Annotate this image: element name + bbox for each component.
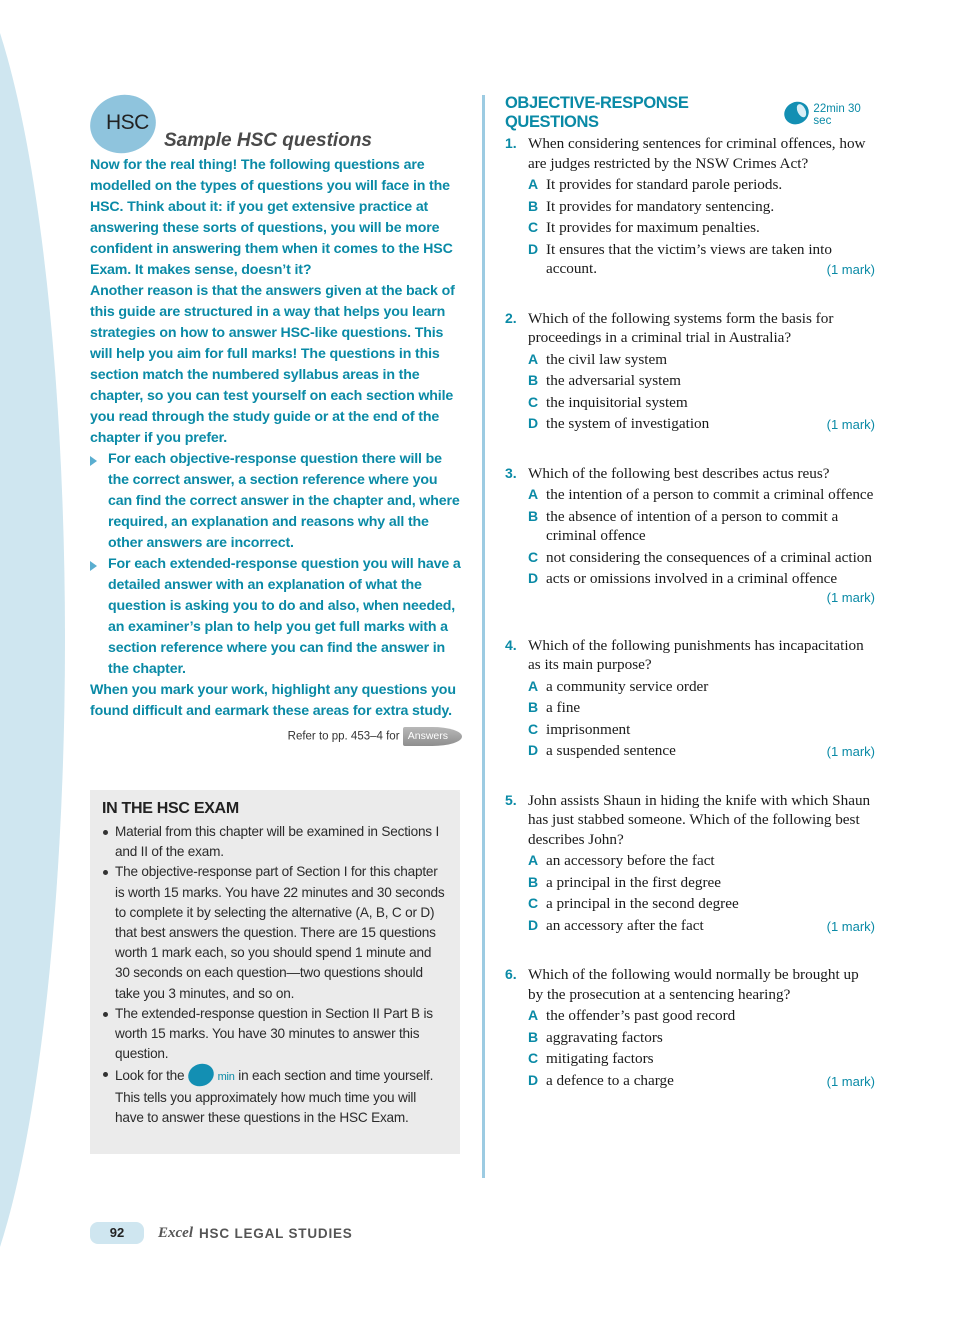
triangle-bullet-icon bbox=[90, 561, 97, 571]
option-b[interactable]: B the absence of intention of a person to commit a criminal offence bbox=[528, 507, 839, 544]
option-b[interactable]: B a principal in the first degree bbox=[528, 873, 722, 891]
question-number: 2. bbox=[505, 309, 517, 326]
intro-bullets bbox=[90, 449, 462, 680]
questions-header bbox=[505, 94, 875, 131]
option-a[interactable]: A It provides for standard parole periods. bbox=[528, 176, 783, 193]
option-d[interactable]: D the system of investigation (1 mark) bbox=[528, 414, 875, 435]
question-number: 3. bbox=[505, 464, 517, 481]
option-d[interactable]: D a defence to a charge (1 mark) bbox=[528, 1071, 875, 1092]
exam-box-title: IN THE HSC EXAM bbox=[102, 800, 239, 817]
triangle-bullet-icon bbox=[90, 456, 97, 466]
option-c[interactable]: C the inquisitorial system bbox=[528, 393, 688, 411]
option-c[interactable]: C imprisonment bbox=[528, 720, 631, 738]
question-stem: Which of the following would normally be brought up by the prosecution at a sentencing hearing? bbox=[528, 966, 859, 1003]
option-d[interactable]: D a suspended sentence (1 mark) bbox=[528, 741, 875, 762]
page-footer bbox=[90, 1222, 353, 1244]
exam-box-item: The objective-response part of Section I for this chapter is worth 15 marks. You have 22 minutes and 30 seconds to complete it by selecting the alternative (A, B, C or D) that best answers the question. There are 15 questions worth 1 mark each, so you should spend 1 minute and 30 seconds on each question—two questions should take you 3 minutes, and so on. bbox=[102, 862, 448, 1003]
question-1 bbox=[505, 134, 875, 280]
brand-excel: Excel bbox=[158, 1224, 193, 1241]
option-a[interactable]: A the civil law system bbox=[528, 350, 668, 368]
mark-value: (1 mark) bbox=[826, 918, 875, 934]
intro-paragraph-1: Now for the real thing! The following questions are modelled on the types of questions you will face in the HSC. Think about it: if you get extensive practice at answering these sorts of questions, you will be more confident in answering them when it comes to the HSC Exam. It makes sense, doesn’t it? bbox=[90, 157, 453, 278]
exam-box-item: The extended-response question in Section II Part B is worth 15 marks. You have 30 minutes to answer this question. bbox=[102, 1004, 448, 1065]
question-5 bbox=[505, 791, 875, 937]
exam-box-item: Material from this chapter will be examined in Sections I and II of the exam. bbox=[102, 822, 448, 862]
in-the-hsc-exam-box bbox=[90, 790, 460, 1154]
question-number: 4. bbox=[505, 636, 517, 653]
question-number: 1. bbox=[505, 135, 517, 151]
option-b[interactable]: B aggravating factors bbox=[528, 1028, 663, 1046]
mark-value: (1 mark) bbox=[826, 589, 875, 605]
min-label: min bbox=[217, 1071, 235, 1084]
option-c[interactable]: C mitigating factors bbox=[528, 1050, 654, 1067]
option-d[interactable]: D It ensures that the victim’s views are taken into account. (1 mark) bbox=[528, 240, 875, 280]
hsc-badge-label: HSC bbox=[106, 111, 149, 134]
option-b[interactable]: B It provides for mandatory sentencing. bbox=[528, 197, 775, 215]
bullet-dot-icon bbox=[103, 870, 108, 875]
bullet-dot-icon bbox=[103, 1072, 108, 1077]
option-a[interactable]: A the offender’s past good record bbox=[528, 1007, 736, 1024]
option-b[interactable]: B the adversarial system bbox=[528, 372, 681, 389]
intro-paragraph-2: Another reason is that the answers given at the back of this guide are structured in a way that helps you learn strategies on how to answer HSC-like questions. This will help you aim for full marks! The questions in this section match the numbered syllabus areas in the chapter, so you can test yourself on each section while you read through the study guide or at the end of the chapter if you prefer. bbox=[90, 283, 455, 446]
exam-box-item: Look for the min in each section and time yourself. This tells you approximately how much time you will have to answer these questions in the HSC Exam. bbox=[102, 1064, 448, 1128]
objective-response-questions bbox=[505, 94, 875, 1091]
question-stem: Which of the following best describes actus reus? bbox=[528, 464, 830, 482]
mark-value: (1 mark) bbox=[826, 417, 875, 432]
intro-text bbox=[90, 155, 462, 722]
section-title: Sample HSC questions bbox=[164, 130, 372, 151]
time-allowance: 22min 30 sec bbox=[813, 103, 861, 127]
option-d[interactable]: D an accessory after the fact (1 mark) bbox=[528, 916, 875, 937]
section-header bbox=[90, 95, 462, 155]
bullet-dot-icon bbox=[103, 830, 108, 835]
refer-text: Refer to pp. 453–4 for bbox=[287, 730, 400, 743]
option-b[interactable]: B a fine bbox=[528, 699, 581, 716]
question-stem: When considering sentences for criminal offences, how are judges restricted by the NSW Crimes Act? bbox=[528, 135, 866, 172]
page-number: 92 bbox=[90, 1222, 144, 1244]
page-edge-band bbox=[0, 0, 65, 1340]
bullet-dot-icon bbox=[103, 1012, 108, 1017]
clock-icon bbox=[185, 1061, 217, 1091]
question-2 bbox=[505, 309, 875, 435]
answers-tag[interactable]: Answers bbox=[403, 727, 462, 746]
mark-value: (1 mark) bbox=[826, 744, 875, 759]
question-number: 5. bbox=[505, 791, 517, 808]
option-a[interactable]: A the intention of a person to commit a criminal offence bbox=[528, 486, 874, 503]
clock-icon bbox=[781, 98, 813, 129]
option-c[interactable]: C a principal in the second degree bbox=[528, 895, 739, 912]
mark-value: (1 mark) bbox=[826, 1073, 875, 1089]
option-a[interactable]: A an accessory before the fact bbox=[528, 852, 715, 869]
questions-title: OBJECTIVE-RESPONSE QUESTIONS bbox=[505, 94, 689, 131]
question-stem: Which of the following systems form the basis for proceedings in a criminal trial in Australia? bbox=[528, 309, 834, 346]
intro-bullet: For each extended-response question you will have a detailed answer with an explanation of what the question is asking you to do and also, when needed, an examiner’s plan to help you get full marks with a section reference where you can find the answer in the chapter. bbox=[90, 554, 462, 680]
intro-closing: When you mark your work, highlight any questions you found difficult and earmark these areas for extra study. bbox=[90, 682, 456, 719]
question-number: 6. bbox=[505, 966, 517, 982]
question-3 bbox=[505, 464, 875, 607]
option-d[interactable]: D acts or omissions involved in a criminal offence bbox=[528, 570, 838, 587]
mark-value: (1 mark) bbox=[826, 262, 875, 277]
question-stem: Which of the following punishments has incapacitation as its main purpose? bbox=[528, 636, 864, 673]
intro-bullet: For each objective-response question there will be the correct answer, a section reference where you can find the correct answer in the chapter and, where required, an explanation and reasons why all the other answers are incorrect. bbox=[90, 449, 462, 554]
option-c[interactable]: C It provides for maximum penalties. bbox=[528, 219, 760, 236]
answers-reference bbox=[90, 727, 462, 746]
question-4 bbox=[505, 636, 875, 762]
option-a[interactable]: A a community service order bbox=[528, 677, 709, 695]
exam-box-list bbox=[102, 822, 448, 1128]
question-6 bbox=[505, 965, 875, 1091]
option-c[interactable]: C not considering the consequences of a criminal action bbox=[528, 548, 872, 566]
column-divider bbox=[482, 95, 485, 1178]
sample-questions-intro bbox=[90, 95, 462, 746]
book-title: HSC LEGAL STUDIES bbox=[199, 1225, 353, 1241]
question-stem: John assists Shaun in hiding the knife with which Shaun has just stabbed someone. Which of the following best describes John? bbox=[528, 791, 871, 848]
